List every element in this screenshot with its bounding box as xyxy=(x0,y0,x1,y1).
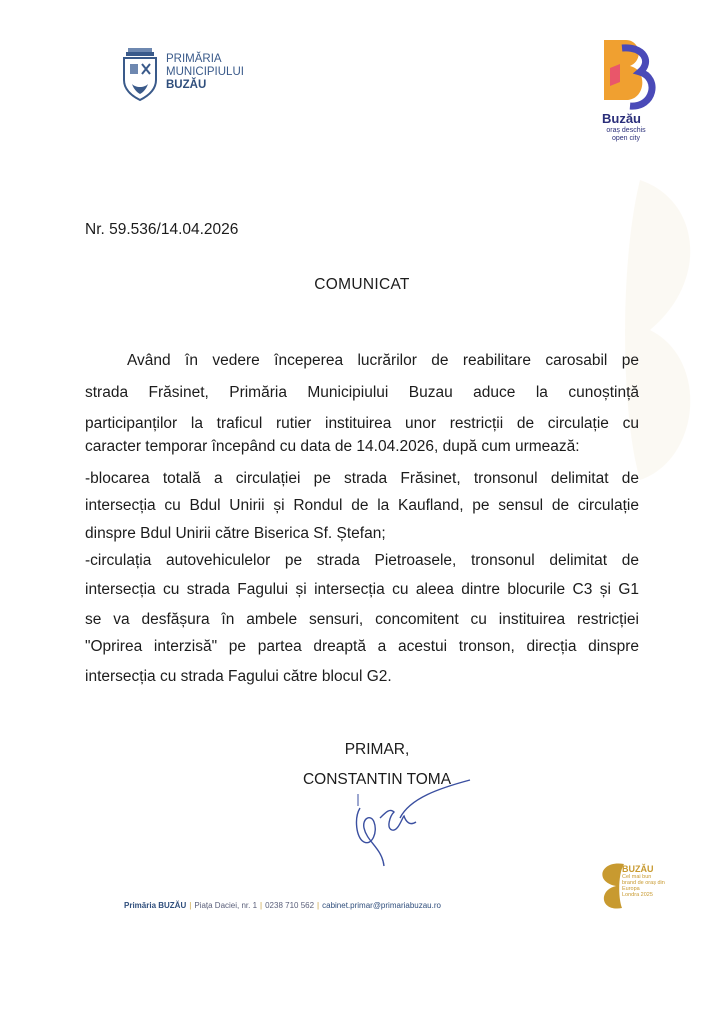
logo-line-3: BUZĂU xyxy=(166,79,207,91)
award-text: Cel mai bun brand de oraș din Europa xyxy=(622,874,665,892)
signature-name: CONSTANTIN TOMA xyxy=(302,771,452,788)
document-title: COMUNICAT xyxy=(314,276,410,293)
award-badge xyxy=(594,858,668,914)
brand-tag-1: oraș deschis xyxy=(606,127,646,134)
logo-line-2: MUNICIPIULUI xyxy=(166,66,244,78)
bz-mark-icon xyxy=(596,38,660,110)
handwritten-signature xyxy=(340,778,480,868)
body-line: intersecția cu Bdul Unirii și Rondul de la Kaufland, pe sensul de circulație xyxy=(85,497,639,514)
body-line: caracter temporar începând cu data de 14.04.2026, după cum urmează: xyxy=(85,438,580,455)
body-line: -circulația autovehiculelor pe strada Pietroasele, tronsonul delimitat de xyxy=(85,552,639,569)
logo-line-1: PRIMĂRIA xyxy=(166,53,222,65)
body-line: dinspre Bdul Unirii către Biserica Sf. Ștefan; xyxy=(85,525,386,542)
body-line: -blocarea totală a circulației pe strada Frăsinet, tronsonul delimitat de xyxy=(85,470,639,487)
document-number: Nr. 59.536/14.04.2026 xyxy=(85,221,239,238)
award-place: Londra 2025 xyxy=(622,892,653,898)
footer-brand: Primăria BUZĂU xyxy=(124,901,187,910)
body-line: strada Frăsinet, Primăria Municipiului Buzau aduce la cunoștință xyxy=(85,384,639,401)
footer-email: cabinet.primar@primariabuzau.ro xyxy=(322,901,441,910)
body-line: Având în vedere începerea lucrărilor de reabilitare carosabil pe xyxy=(127,352,639,369)
primaria-logo xyxy=(120,44,260,104)
brand-tag-2: open city xyxy=(611,135,641,142)
city-crest-icon xyxy=(120,44,160,104)
footer-phone: 0238 710 562 xyxy=(265,901,315,910)
footer-separator: | xyxy=(189,901,192,910)
body-line: "Oprirea interzisă" pe partea dreaptă a acestui tronson, direcția dinspre xyxy=(85,638,639,655)
body-line: intersecția cu strada Fagului și intersecția cu aleea dintre blocurile C3 și G1 xyxy=(85,581,639,598)
signature-role: PRIMAR, xyxy=(344,741,410,758)
body-line: intersecția cu strada Fagului către blocul G2. xyxy=(85,668,392,685)
body-line: se va desfășura în ambele sensuri, concomitent cu instituirea restricției xyxy=(85,611,639,628)
footer-separator: | xyxy=(317,901,320,910)
footer-contact xyxy=(124,901,441,910)
award-title: BUZĂU xyxy=(622,864,654,874)
footer-address: Piața Daciei, nr. 1 xyxy=(194,901,258,910)
brand-name: Buzău xyxy=(602,111,641,126)
body-line: participanților la traficul rutier instituirea unor restricții de circulație cu xyxy=(85,415,639,432)
buzau-brand-logo xyxy=(596,38,666,148)
footer-separator: | xyxy=(260,901,263,910)
